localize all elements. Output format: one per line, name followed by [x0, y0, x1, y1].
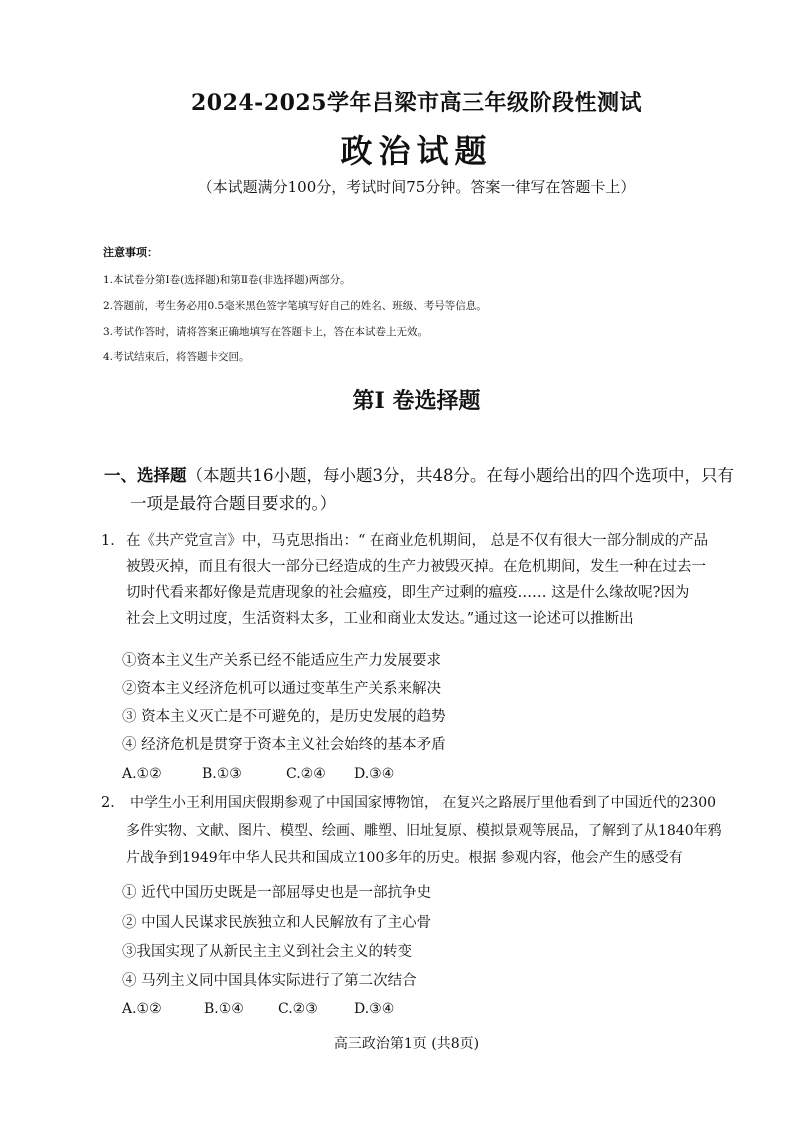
statement-option: ④ 经济危机是贯穿于资本主义社会始终的基本矛盾 [122, 737, 446, 753]
notice-item: 1.本试卷分第Ⅰ卷(选择题)和第Ⅱ卷(非选择题)两部分。 [103, 274, 351, 286]
question-text-line: 被毁灭掉，而且有很大一部分已经造成的生产力被毁灭掉。在危机期间，发生一种在过去一 [126, 559, 706, 575]
exam-title: 2024-2025学年吕梁市高三年级阶段性测试 [190, 90, 643, 116]
question-text-line: 多件实物、文献、图片、模型、绘画、雕塑、旧址复原、模拟景观等展品，了解到了从1840年鸦 [126, 823, 722, 839]
question-text-line: 片战争到1949年中华人民共和国成立100多年的历史。根据 参观内容，他会产生的感受有 [126, 850, 683, 866]
notice-item: 2.答题前，考生务必用0.5毫米黑色签字笔填写好自己的姓名、班级、考号等信息。 [103, 300, 487, 312]
question-text-line: 在《共产党宣言》中，马克思指出：“ 在商业危机期间， 总是不仅有很大一部分制成的产品 [126, 533, 709, 549]
part-heading [104, 462, 764, 490]
choice-b[interactable]: B.①③ [202, 766, 242, 782]
notice-item: 3.考试作答时，请将答案正确地填写在答题卡上，答在本试卷上无效。 [103, 326, 429, 338]
part-instruction: （本题共16小题，每小题3分，共48分。在每小题给出的四个选项中，只有 [186, 466, 734, 485]
exam-note: （本试题满分100分，考试时间75分钟。答案一律写在答题卡上） [197, 178, 636, 196]
question-text-line: 社会上文明过度，生活资料太多，工业和商业太发达。”通过这一论述可以推断出 [126, 611, 634, 627]
choice-a[interactable]: A.①② [122, 1001, 162, 1017]
statement-option: ①资本主义生产关系已经不能适应生产力发展要求 [122, 653, 441, 669]
notice-item: 4.考试结束后，将答题卡交回。 [103, 351, 250, 363]
page-footer: 高三政治第1页 (共8页) [333, 1036, 480, 1052]
section-title: 第Ⅰ 卷选择题 [352, 388, 481, 414]
statement-option: ④ 马列主义同中国具体实际进行了第二次结合 [122, 973, 417, 989]
choice-d[interactable]: D.③④ [354, 766, 395, 782]
subject-title: 政治试题 [340, 132, 493, 170]
choice-c[interactable]: C.②④ [286, 766, 326, 782]
part-label: 一、选择题 [104, 466, 187, 485]
question-number: 1． [101, 533, 125, 549]
choice-a[interactable]: A.①② [122, 766, 162, 782]
question-number: 2． [101, 795, 125, 811]
statement-option: ③ 资本主义灭亡是不可避免的，是历史发展的趋势 [122, 709, 446, 725]
choice-d[interactable]: D.③④ [354, 1001, 395, 1017]
statement-option: ① 近代中国历史既是一部屈辱史也是一部抗争史 [122, 885, 432, 901]
notice-heading: 注意事项： [103, 246, 158, 259]
choice-c[interactable]: C.②③ [278, 1001, 318, 1017]
statement-option: ②资本主义经济危机可以通过变革生产关系来解决 [122, 681, 441, 697]
question-text-line: 切时代看来都好像是荒唐现象的社会瘟疫，即生产过剩的瘟疫…… 这是什么缘故呢?因为 [126, 585, 690, 601]
part-instruction-cont: 一项是最符合题目要求的。） [130, 494, 337, 513]
statement-option: ③我国实现了从新民主主义到社会主义的转变 [122, 944, 412, 960]
statement-option: ② 中国人民谋求民族独立和人民解放有了主心骨 [122, 915, 432, 931]
question-text-line: 中学生小王利用国庆假期参观了中国国家博物馆， 在复兴之路展厅里他看到了中国近代的2300 [130, 795, 717, 811]
choice-b[interactable]: B.①④ [204, 1001, 244, 1017]
